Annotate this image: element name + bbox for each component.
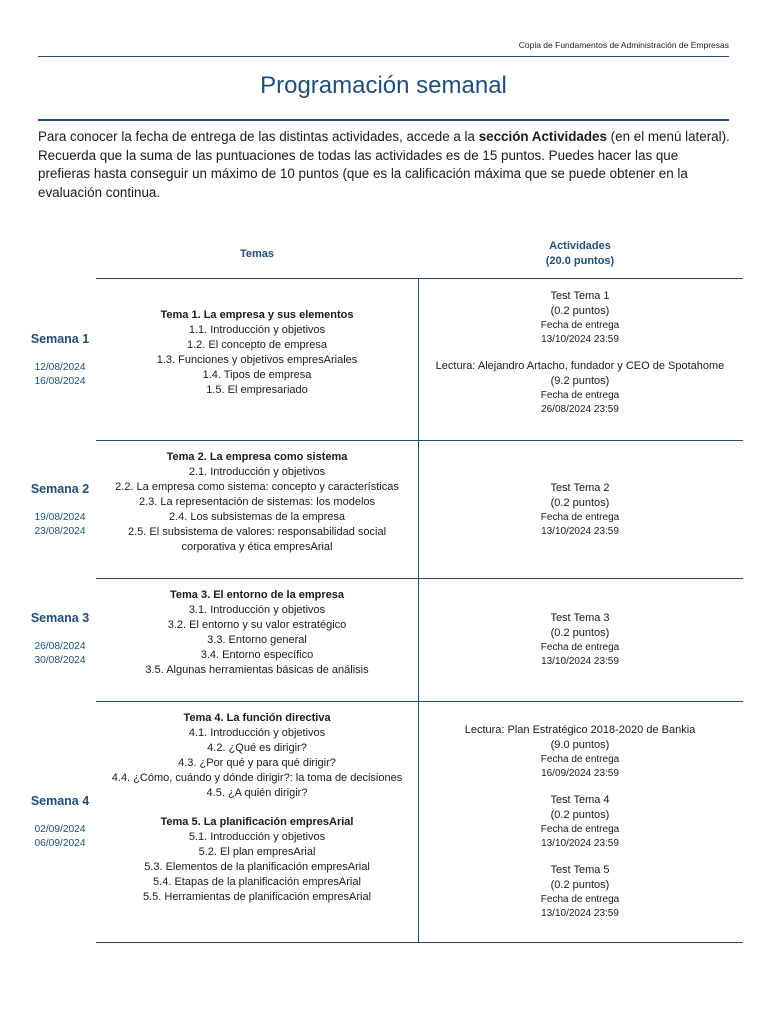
activity-item[interactable] [424,863,736,920]
activity-due-label: Fecha de entrega [540,390,620,401]
week-start-date: 02/09/2024 [34,824,86,835]
week-label: Semana 2 [30,482,90,496]
week-end-date: 06/09/2024 [34,837,86,849]
row-divider [96,701,743,702]
tema-title: Tema 5. La planificación empresArial [160,816,354,828]
temas-cell [104,450,410,555]
week-end-date: 16/08/2024 [34,375,86,387]
week-end-date: 30/08/2024 [34,654,86,666]
tema-subitem: 2.4. Los subsistemas de la empresa [168,511,346,523]
tema-subitem: 4.5. ¿A quién dirigir? [206,787,308,799]
activity-due-label: Fecha de entrega [540,642,620,653]
activity-due-label: Fecha de entrega [540,824,620,835]
activity-name: Lectura: Plan Estratégico 2018-2020 de Bankia [464,724,696,736]
tema-subitem: 2.5. El subsistema de valores: responsabilidad social corporativa y ética empresArial [127,526,387,553]
activity-item[interactable] [424,793,736,850]
activity-name: Lectura: Alejandro Artacho, fundador y CEO de Spotahome [435,360,725,372]
activity-name: Test Tema 5 [550,864,610,876]
tema-title: Tema 3. El entorno de la empresa [169,589,345,601]
tema-subitem: 1.2. El concepto de empresa [186,339,328,351]
tema-title: Tema 1. La empresa y sus elementos [160,309,354,321]
column-header-actividades [520,239,640,269]
activity-due-date: 13/10/2024 23:59 [541,655,619,667]
activity-due-date: 13/10/2024 23:59 [541,837,619,849]
activity-due-date: 26/08/2024 23:59 [541,403,619,415]
week-end-date: 23/08/2024 [34,525,86,537]
tema-subitem: 1.3. Funciones y objetivos empresAriales [156,354,358,366]
intro-text-1: Para conocer la fecha de entrega de las distintas actividades, accede a la [38,129,479,144]
tema-subitem: 1.5. El empresariado [206,384,308,396]
actividades-total: (20.0 puntos) [545,255,615,267]
week-cell [22,331,98,388]
activity-due-date: 16/09/2024 23:59 [541,767,619,779]
row-divider [96,578,743,579]
actividades-label: Actividades [549,240,611,252]
tema-subitem: 4.2. ¿Qué es dirigir? [207,742,307,754]
activity-due-date: 13/10/2024 23:59 [541,525,619,537]
tema-title: Tema 2. La empresa como sistema [166,451,348,463]
tema-subitem: 5.2. El plan empresArial [198,846,316,858]
activity-points: (9.0 puntos) [550,739,610,751]
week-cell [22,610,98,667]
temas-cell [104,308,410,398]
tema-subitem: 1.4. Tipos de empresa [202,369,312,381]
intro-text-2: (en el menú lateral). Recuerda que la suma de las puntuaciones de todas las actividades es de 15 puntos. Puedes hacer las que prefieras hasta conseguir un máximo de 10 puntos (que es la calificación máxima que se puede obtener en la evaluación continua. [38,129,730,200]
week-start-date: 12/08/2024 [34,362,86,373]
tema-subitem: 5.5. Herramientas de planificación empresArial [142,891,372,903]
title-divider [38,119,729,121]
week-dates [22,361,98,388]
week-dates [22,511,98,538]
activity-name: Test Tema 2 [550,482,610,494]
week-start-date: 26/08/2024 [34,641,86,652]
week-cell [22,481,98,538]
row-divider [96,440,743,441]
actividades-cell [424,289,736,416]
activity-points: (9.2 puntos) [550,375,610,387]
activity-item[interactable] [424,289,736,346]
activity-due-label: Fecha de entrega [540,320,620,331]
week-dates [22,640,98,667]
tema-subitem: 1.1. Introducción y objetivos [188,324,326,336]
tema-subitem: 5.4. Etapas de la planificación empresArial [153,876,361,888]
actividades-cell [424,723,736,920]
intro-paragraph [38,128,730,202]
page-title: Programación semanal [260,72,507,99]
activity-points: (0.2 puntos) [550,305,610,317]
activity-item[interactable] [424,481,736,538]
activity-points: (0.2 puntos) [550,809,610,821]
activity-due-label: Fecha de entrega [540,512,620,523]
actividades-cell [424,611,736,668]
intro-link-actividades: sección Actividades [478,129,607,144]
tema-subitem: 4.3. ¿Por qué y para qué dirigir? [178,757,336,769]
activity-item[interactable] [424,359,736,416]
week-cell [22,793,98,850]
tema-spacer [104,801,410,815]
row-divider [96,942,743,943]
temas-cell [104,588,410,678]
activity-due-label: Fecha de entrega [540,894,620,905]
activity-item[interactable] [424,611,736,668]
activity-points: (0.2 puntos) [550,627,610,639]
tema-title: Tema 4. La función directiva [183,712,331,724]
week-label: Semana 4 [30,794,90,808]
row-divider [96,278,743,279]
column-header-temas: Temas [239,248,275,260]
activity-points: (0.2 puntos) [550,879,610,891]
tema-subitem: 3.3. Entorno general [207,634,307,646]
tema-subitem: 5.3. Elementos de la planificación empresArial [144,861,370,873]
tema-subitem: 3.4. Entorno específico [200,649,314,661]
tema-subitem: 2.2. La empresa como sistema: concepto y características [115,481,399,493]
tema-subitem: 2.1. Introducción y objetivos [188,466,326,478]
week-label: Semana 1 [30,332,90,346]
activity-name: Test Tema 3 [550,612,610,624]
tema-subitem: 3.1. Introducción y objetivos [188,604,326,616]
tema-subitem: 3.5. Algunas herramientas básicas de análisis [145,664,369,676]
tema-subitem: 5.1. Introducción y objetivos [188,831,326,843]
tema-subitem: 4.1. Introducción y objetivos [188,727,326,739]
tema-subitem: 3.2. El entorno y su valor estratégico [167,619,347,631]
tema-subitem: 4.4. ¿Cómo, cuándo y dónde dirigir?: la toma de decisiones [111,772,403,784]
activity-item[interactable] [424,723,736,780]
activity-due-date: 13/10/2024 23:59 [541,907,619,919]
activity-name: Test Tema 4 [550,794,610,806]
document-title: Copia de Fundamentos de Administración de Empresas [518,40,729,50]
actividades-cell [424,481,736,538]
document-header [38,38,729,57]
column-divider [418,278,419,942]
activity-name: Test Tema 1 [550,290,610,302]
week-start-date: 19/08/2024 [34,512,86,523]
tema-subitem: 2.3. La representación de sistemas: los modelos [138,496,376,508]
temas-cell [104,711,410,905]
activity-due-date: 13/10/2024 23:59 [541,333,619,345]
week-dates [22,823,98,850]
week-label: Semana 3 [30,611,90,625]
activity-points: (0.2 puntos) [550,497,610,509]
activity-due-label: Fecha de entrega [540,754,620,765]
